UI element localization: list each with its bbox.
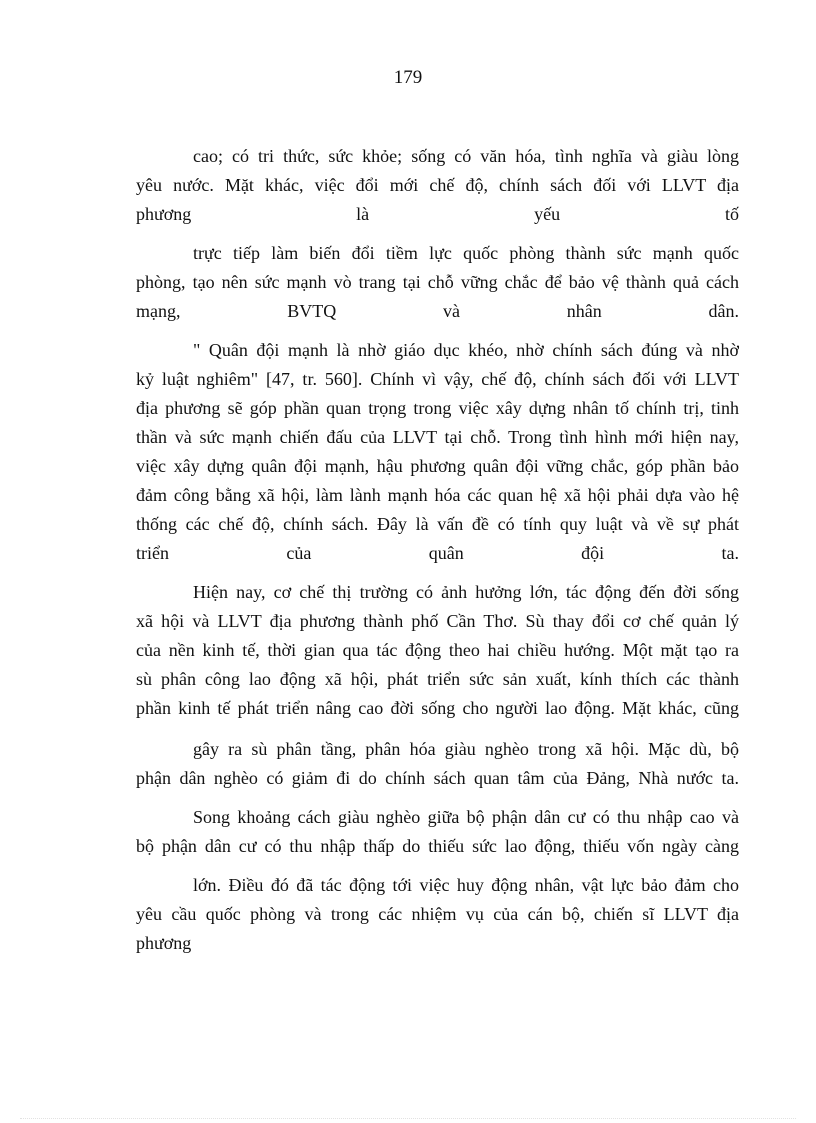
text-line: mạng, BVTQ và nhân dân.: [136, 301, 739, 321]
text-line: sù phân công lao động xã hội, phát triển sức sản xuất, kính thích các thành: [136, 669, 739, 689]
text-line: triển của quân đội ta.: [136, 543, 739, 563]
text-line: Song khoảng cách giàu nghèo giữa bộ phận dân cư có thu nhập cao và: [193, 807, 739, 827]
text-line: kỷ luật nghiêm" [47, tr. 560]. Chính vì vậy, chế độ, chính sách đối với LLVT: [136, 369, 739, 389]
page-bottom-divider: [20, 1118, 796, 1119]
text-line: phận dân nghèo có giảm đi do chính sách quan tâm của Đảng, Nhà nước ta.: [136, 768, 739, 788]
page-number: 179: [393, 67, 423, 88]
text-line: thống các chế độ, chính sách. Đây là vấn đề có tính quy luật và về sự phát: [136, 514, 739, 534]
text-line: yêu nước. Mặt khác, việc đổi mới chế độ, chính sách đối với LLVT địa: [136, 175, 739, 195]
text-line: phương: [136, 933, 192, 953]
text-line: lớn. Điều đó đã tác động tới việc huy động nhân, vật lực bảo đảm cho: [193, 875, 739, 895]
text-line: việc xây dựng quân đội mạnh, hậu phương quân đội vững chắc, góp phần bảo: [136, 456, 739, 476]
text-line: của nền kinh tế, thời gian qua tác động theo hai chiều hướng. Một mặt tạo ra: [136, 640, 739, 660]
text-line: trực tiếp làm biến đổi tiềm lực quốc phòng thành sức mạnh quốc: [193, 243, 739, 263]
text-line: Hiện nay, cơ chế thị trường có ảnh hưởng lớn, tác động đến đời sống: [193, 582, 739, 602]
text-line: phần kinh tế phát triển nâng cao đời sống cho người lao động. Mặt khác, cũng: [136, 698, 739, 718]
text-line: cao; có tri thức, sức khỏe; sống có văn hóa, tình nghĩa và giàu lòng: [193, 146, 739, 166]
text-line: phòng, tạo nên sức mạnh vò trang tại chỗ vững chắc để bảo vệ thành quả cách: [136, 272, 739, 292]
text-line: gây ra sù phân tầng, phân hóa giàu nghèo trong xã hội. Mặc dù, bộ: [193, 739, 739, 759]
text-line: xã hội và LLVT địa phương thành phố Cần Thơ. Sù thay đổi cơ chế quản lý: [136, 611, 739, 631]
text-line: thần và sức mạnh chiến đấu của LLVT tại chỗ. Trong tình hình mới hiện nay,: [136, 427, 739, 447]
text-line: địa phương sẽ góp phần quan trọng trong việc xây dựng nhân tố chính trị, tinh: [136, 398, 739, 418]
text-line: yêu cầu quốc phòng và trong các nhiệm vụ của cán bộ, chiến sĩ LLVT địa: [136, 904, 739, 924]
text-line: đảm công bằng xã hội, làm lành mạnh hóa các quan hệ xã hội phải dựa vào hệ: [136, 485, 739, 505]
text-line: " Quân đội mạnh là nhờ giáo dục khéo, nhờ chính sách đúng và nhờ: [193, 340, 739, 360]
text-line: bộ phận dân cư có thu nhập thấp do thiếu sức lao động, thiếu vốn ngày càng: [136, 836, 739, 856]
text-line: phương là yếu tố: [136, 204, 739, 224]
